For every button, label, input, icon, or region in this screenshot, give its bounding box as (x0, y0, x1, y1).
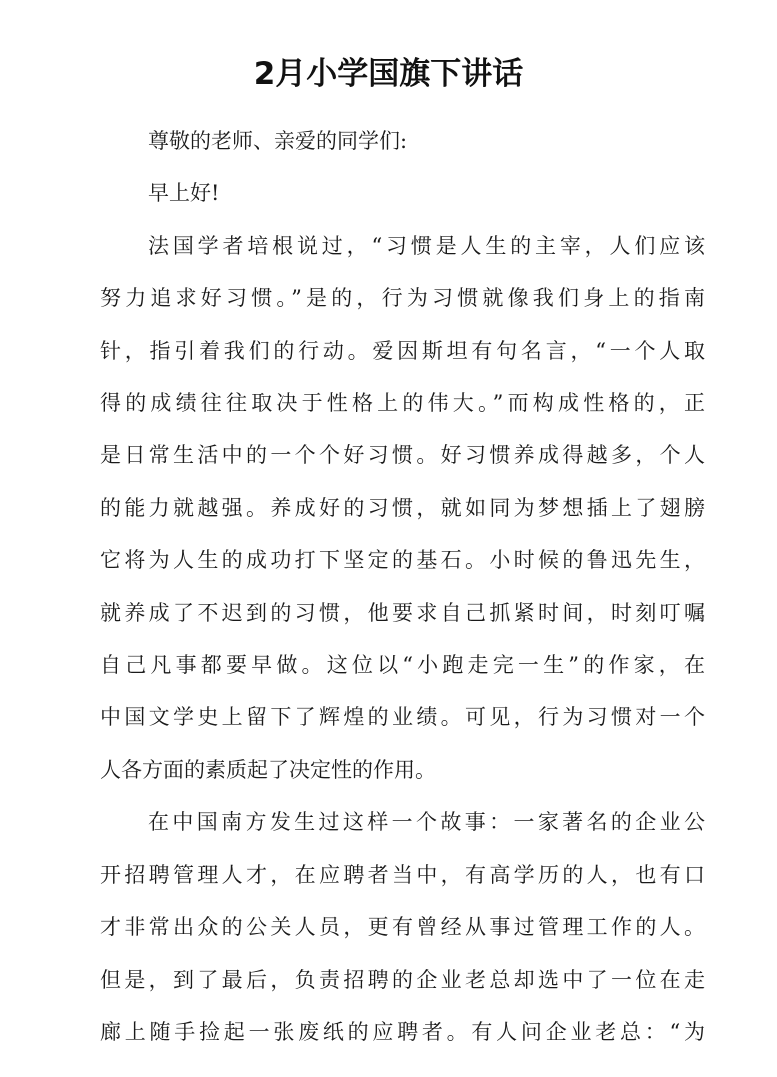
paragraph-line: 自己凡事都要早做。这位以“小跑走完一生”的作家，在 (100, 653, 705, 678)
paragraph-line: 人各方面的素质起了决定性的作用。 (100, 757, 436, 782)
paragraph-line: 努力追求好习惯。”是的，行为习惯就像我们身上的指南 (100, 286, 705, 311)
paragraph-line: 法国学者培根说过，“习惯是人生的主宰，人们应该 (148, 233, 705, 258)
paragraph-1 (100, 220, 705, 796)
paragraph-line: 廊上随手捡起一张废纸的应聘者。有人问企业老总：“为 (100, 1019, 705, 1044)
paragraph-line: 是日常生活中的一个个好习惯。好习惯养成得越多，个人 (100, 443, 705, 468)
salutation-text: 尊敬的老师、亲爱的同学们: (148, 129, 408, 153)
paragraph-line: 开招聘管理人才，在应聘者当中，有高学历的人，也有口 (100, 862, 705, 887)
salutation (100, 115, 705, 167)
greeting (100, 167, 705, 219)
paragraph-line: 针，指引着我们的行动。爱因斯坦有句名言，“一个人取 (100, 338, 705, 363)
greeting-text: 早上好! (148, 181, 220, 206)
paragraph-line: 得的成绩往往取决于性格上的伟大。”而构成性格的，正 (100, 391, 705, 416)
paragraph-line: 的能力就越强。养成好的习惯，就如同为梦想插上了翅膀 (100, 495, 705, 520)
paragraph-line: 才非常出众的公关人员，更有曾经从事过管理工作的人。 (100, 915, 705, 940)
document-title: 2月小学国旗下讲话 (253, 56, 524, 92)
paragraph-line: 但是，到了最后，负责招聘的企业老总却选中了一位在走 (100, 967, 705, 992)
paragraph-2 (100, 796, 705, 1058)
paragraph-line: 就养成了不迟到的习惯，他要求自己抓紧时间，时刻叮嘱 (100, 600, 705, 625)
paragraph-line: 在中国南方发生过这样一个故事：一家著名的企业公 (148, 810, 705, 835)
document-body (100, 115, 705, 1058)
paragraph-line: 它将为人生的成功打下坚定的基石。小时候的鲁迅先生， (100, 548, 705, 573)
paragraph-line: 中国文学史上留下了辉煌的业绩。可见，行为习惯对一个 (100, 705, 705, 730)
